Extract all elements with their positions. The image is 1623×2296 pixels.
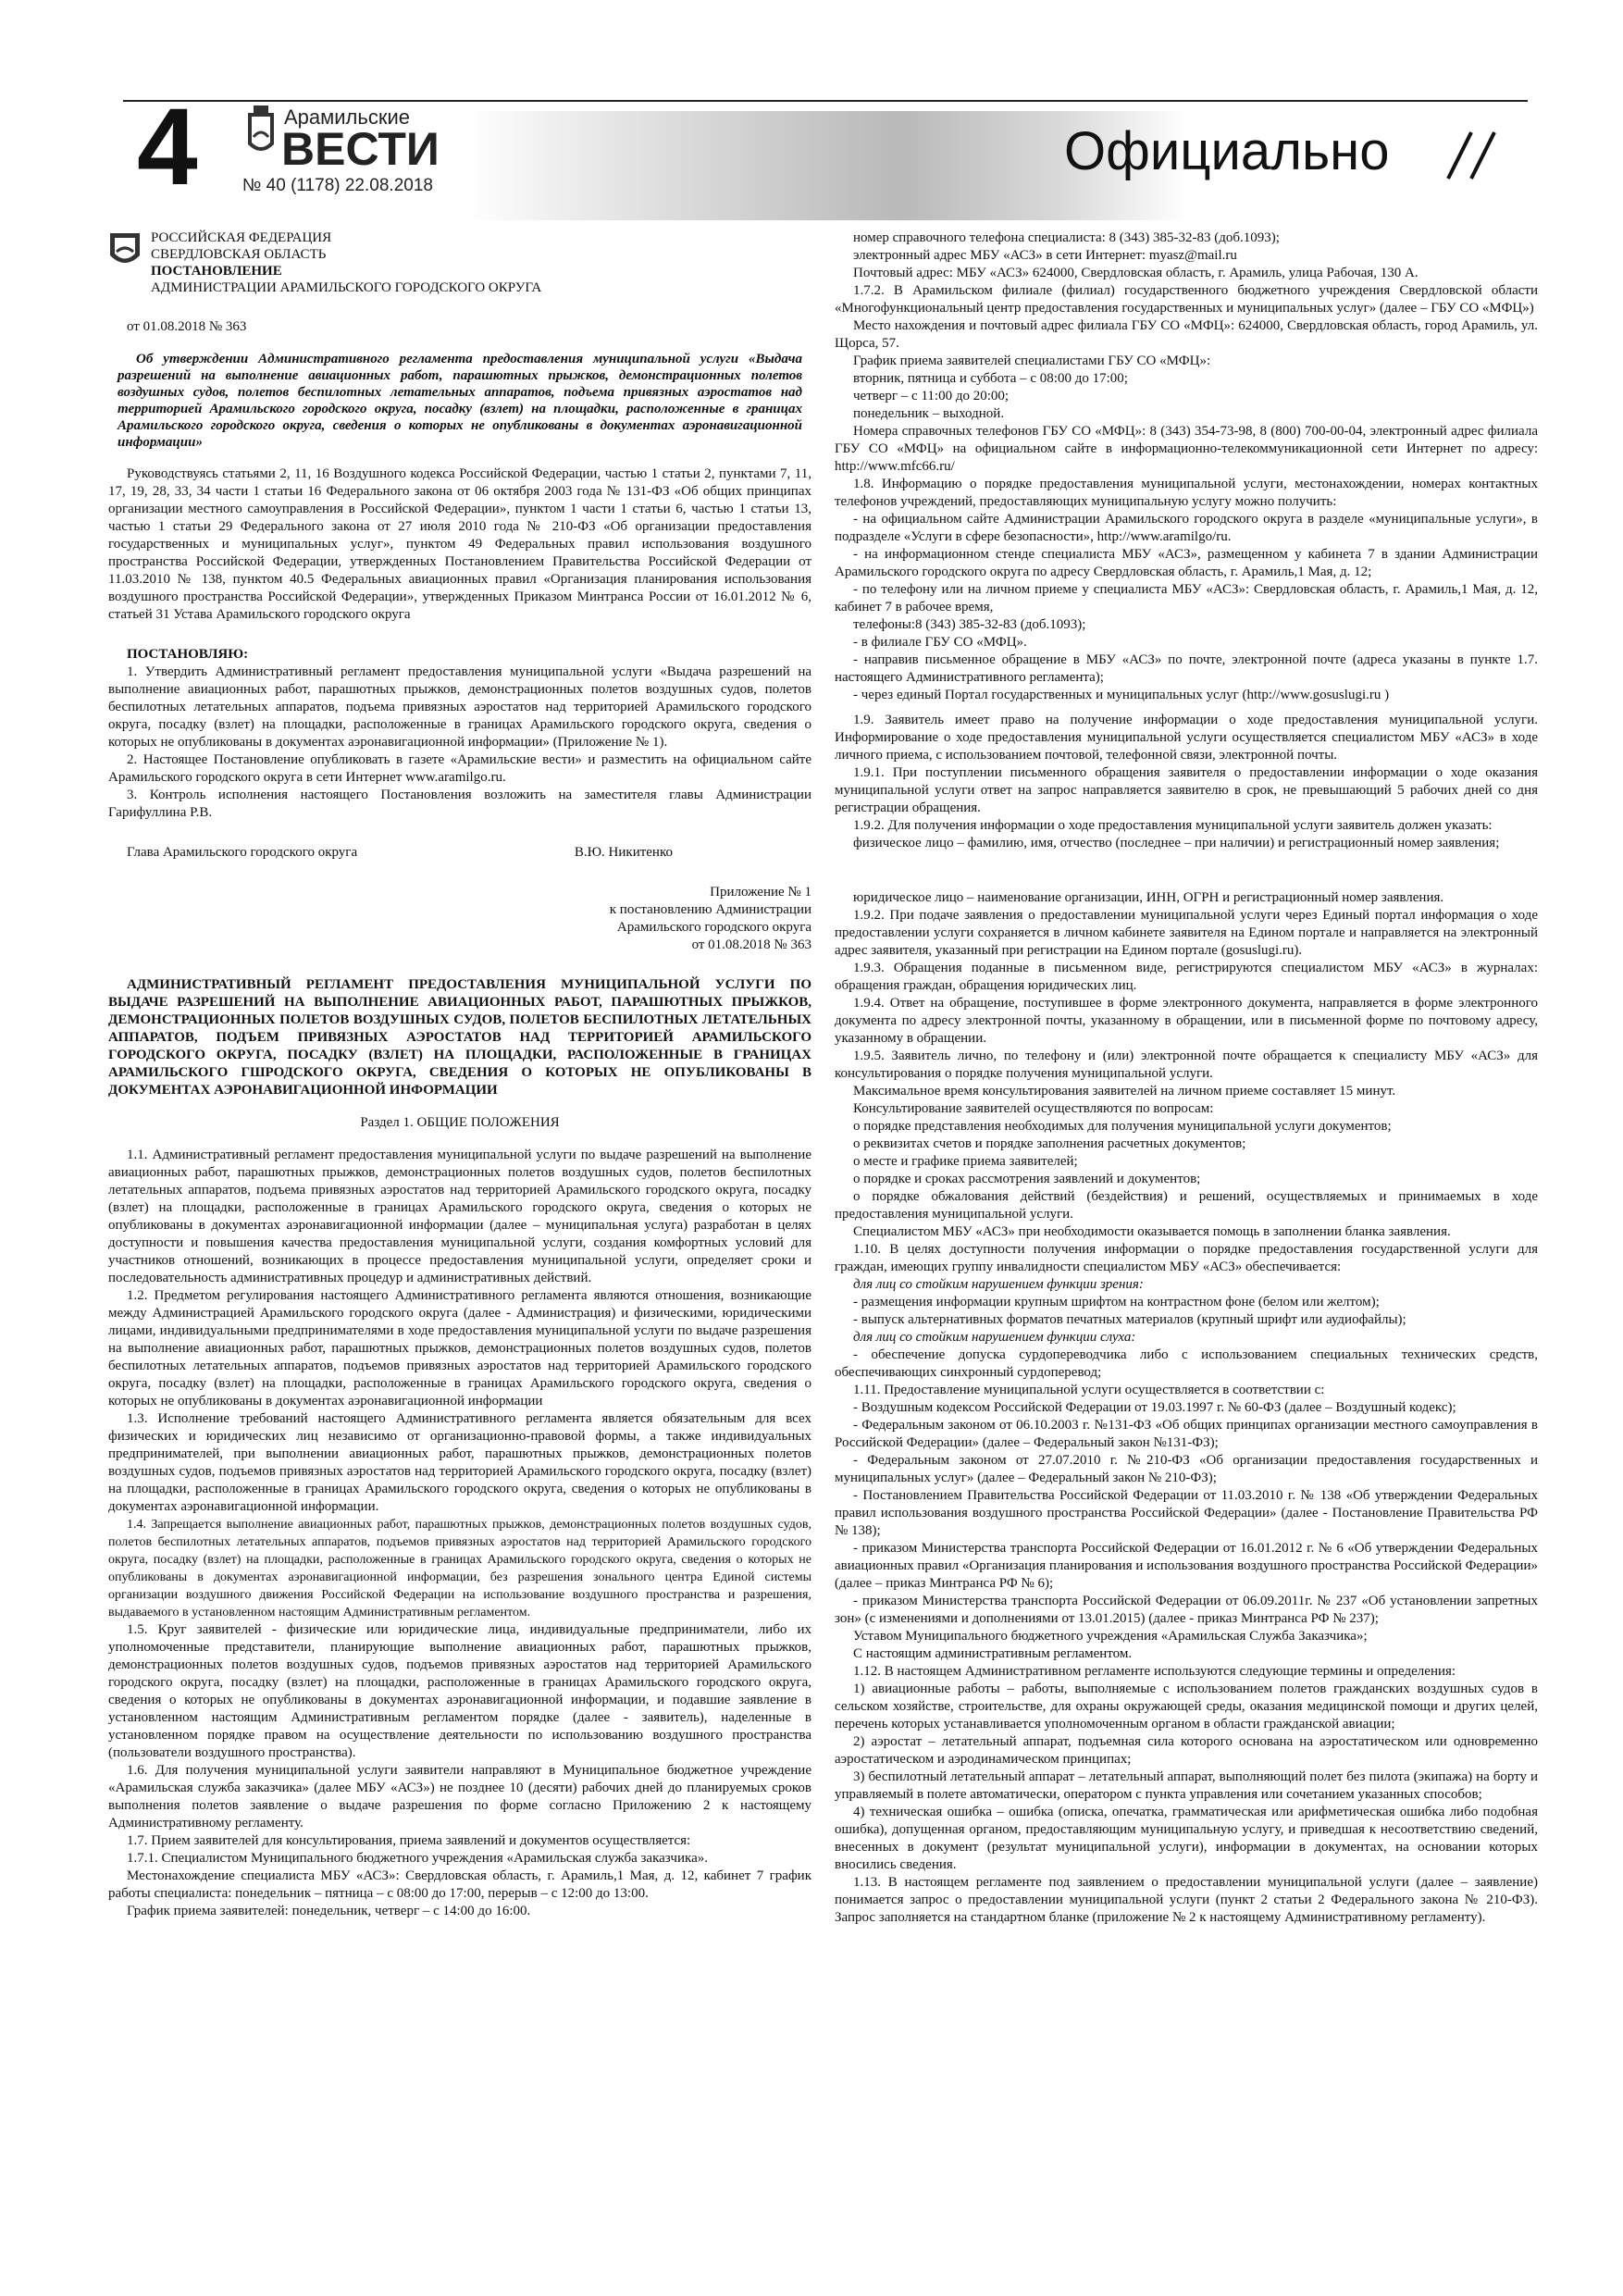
body-line: 1.9.3. Обращения поданные в письменном виде, регистрируются специалистом МБУ «АСЗ» в журналах: обращения граждан, обращения юридических лиц. <box>835 961 1538 993</box>
appendix-line: от 01.08.2018 № 363 <box>691 937 812 952</box>
body-line: 1.9. Заявитель имеет право на получение информации о ходе предоставления муниципальной услуги. Информирование о ходе предоставления муниципальной услуги осуществляется специалистом МБУ «АСЗ» в ходе личного приема, с использованием почтовой, телефонной связи, электронной почты. <box>835 713 1538 763</box>
body-line: 4) техническая ошибка – ошибка (описка, опечатка, грамматическая или арифметическая ошибка либо подобная ошибка), допущенная органом, предоставляющим муниципальную услугу, и приведшая к несоответствию сведений, внесенных в документ (результат муниципальной услуги), информации в документах, на основании которых вносились сведения. <box>835 1805 1538 1872</box>
body-line: Консультирование заявителей осуществляются по вопросам: <box>853 1101 1214 1116</box>
postanovlyayu-heading: ПОСТАНОВЛЯЮ: <box>127 647 249 662</box>
body-paragraph: Местонахождение специалиста МБУ «АСЗ»: Свердловская область, г. Арамиль,1 Мая, д. 12, кабинет 7 график работы специалиста: понедельник – пятница – с 08:00 до 17:00, перерыв – с 12:00 до 13:00. <box>108 1868 812 1901</box>
body-line: 1) авиационные работы – работы, выполняемые с использованием полетов гражданских воздушных судов в сельском хозяйстве, строительстве, для охраны окружающей среды, оказания медицинской помощи и других целей, перечень которых устанавливается уполномоченным органом в области гражданской авиации; <box>835 1682 1538 1731</box>
body-paragraph: 1.3. Исполнение требований настоящего Административного регламента является обязательным для всех физических и юридических лиц независимо от организационно-правовой формы, а также индивидуальных предпринимателей, при выполнении авиационных работ, парашютных прыжков, демонстрационных полетов воздушных судов, подъемов привязных аэростатов над территорией Арамильского городского округа, посадку (взлет) на площадки, расположенные в границах Арамильского городского округа, сведения о которых не опубликованы в документах аэронавигационной информации. <box>108 1411 812 1514</box>
coat-of-arms-icon <box>108 230 142 272</box>
resolution-item: 2. Настоящее Постановление опубликовать в газете «Арамильские вести» и разместить на официальном сайте Арамильского городского округа в сети Интернет www.aramilgo.ru. <box>108 752 812 785</box>
body-line: 1.7.2. В Арамильском филиале (филиал) государственного бюджетного учреждения Свердловской области «Многофункциональный центр предоставления государственных и муниципальных услуг» (далее – ГБУ СО «МФЦ») <box>835 283 1538 316</box>
body-line: - размещения информации крупным шрифтом на контрастном фоне (белом или желтом); <box>853 1295 1380 1309</box>
body-line: Номера справочных телефонов ГБУ СО «МФЦ»: 8 (343) 354-73-98, 8 (800) 700-00-04, электронный адрес филиала ГБУ СО «МФЦ» на официальном сайте в информационно-телекоммуникационной сети Интернет по адресу: http://www.mfc66.ru/ <box>835 424 1538 474</box>
body-line: 1.9.1. При поступлении письменного обращения заявителя о предоставлении информации о ходе оказания муниципальной услуги ответ на запрос направляется заявителю в срок, не превышающий 5 рабочих дней со дня регистрации обращения. <box>835 765 1538 815</box>
body-paragraph: 1.5. Круг заявителей - физические или юридические лица, индивидуальные предприниматели, либо их уполномоченные представители, планирующие выполнение авиационных работ, парашютных прыжков, демонстрационных полетов воздушных судов, подъемов привязных аэростатов над территорией Арамильского городского округа, посадку (взлет) на площадки, расположенные в границах Арамильского городского округа, сведения о которых не опубликованы в документах аэронавигационной информации, и подавшие заявление в установленном настоящим Административным регламентом порядке (далее - заявитель), наделенные в установленном порядке правом на осуществление деятельности по использованию воздушного пространства (пользователи воздушного пространства). <box>108 1622 812 1760</box>
body-line: - Федеральным законом от 27.07.2010 г. №210-ФЗ «Об организации предоставления государственных и муниципальных услуг» (далее – Федеральный закон № 210-ФЗ); <box>835 1453 1538 1485</box>
body-line: - на официальном сайте Администрации Арамильского городского округа в разделе «муниципальные услуги», в подразделе «Услуги в сфере безопасности», http://www.aramilgo/ru. <box>835 512 1538 544</box>
newspaper-logo <box>242 100 465 174</box>
body-line: физическое лицо – фамилию, имя, отчество (последнее – при наличии) и регистрационный номер заявления; <box>853 836 1500 850</box>
body-line: - Воздушным кодексом Российской Федерации от 19.03.1997 г. № 60-ФЗ (далее – Воздушный кодекс); <box>853 1400 1456 1415</box>
body-line: вторник, пятница и суббота – с 08:00 до 17:00; <box>853 371 1128 386</box>
double-slash-icon <box>1443 128 1518 183</box>
body-line: 1.8. Информацию о порядке предоставления муниципальной услуги, местонахождении, номерах контактных телефонов учреждений, предоставляющих муниципальную услугу можно получить: <box>835 477 1538 509</box>
appendix-line: к постановлению Администрации <box>609 902 812 917</box>
body-paragraph: 1.4. Запрещается выполнение авиационных работ, парашютных прыжков, демонстрационных полетов воздушных судов, полетов беспилотных летательных аппаратов, подъемов привязных аэростатов над территорией Арамильского городского округа, посадку (взлет) на площадки, расположенные в границах Арамильского городского округа, сведения о которых не опубликованы в документах аэронавигационной информации, без разрешения зонального центра Единой системы организации воздушного движения Российской Федерации на использование воздушного пространства и разрешения, выдаваемого в установленном настоящим Административным регламентом. <box>108 1518 812 1620</box>
issue-number: № 40 (1178) 22.08.2018 <box>242 176 433 195</box>
body-line: о порядке представления необходимых для получения муниципальной услуги документов; <box>853 1119 1392 1134</box>
body-line: телефоны:8 (343) 385-32-83 (доб.1093); <box>853 617 1086 632</box>
body-line: - в филиале ГБУ СО «МФЦ». <box>853 635 1027 650</box>
left-column <box>108 230 812 1920</box>
body-paragraph: 1.6. Для получения муниципальной услуги заявители направляют в Муниципальное бюджетное учреждение «Арамильская служба заказчика» (далее МБУ «АСЗ») не позднее 10 (десяти) рабочих дней до планируемых сроков выполнения полетов заявление о выдаче разрешения по форме согласно Приложению 2 к настоящему Административному регламенту. <box>108 1763 812 1831</box>
body-line: Почтовый адрес: МБУ «АСЗ» 624000, Свердловская область, г. Арамиль, улица Рабочая, 130 А. <box>853 266 1419 280</box>
body-line: - обеспечение допуска сурдопереводчика либо с использованием специальных технических средств, обеспечивающих синхронный сурдоперевод; <box>835 1347 1538 1380</box>
body-line: Уставом Муниципального бюджетного учреждения «Арамильская Служба Заказчика»; <box>853 1629 1368 1644</box>
body-line: о порядке и сроках рассмотрения заявлений и документов; <box>853 1172 1201 1186</box>
date-number: от 01.08.2018 № 363 <box>127 319 247 334</box>
body-line: о месте и графике приема заявителей; <box>853 1154 1078 1169</box>
resolution-item: 1. Утвердить Административный регламент предоставления муниципальной услуги «Выдача разрешений на выполнение авиационных работ, парашютных прыжков, демонстрационных полетов воздушных судов, полетов беспилотных летательных аппаратов, подъема привязных аэростатов над территорией Арамильского городского округа, посадку (взлет) на площадки, расположенные в границах Арамильского городского округа, сведения о которых не опубликованы в документах аэронавигационной информации» (Приложение № 1). <box>108 664 812 750</box>
appendix-line: Арамильского городского округа <box>616 920 812 935</box>
paper-name-big: ВЕСТИ <box>281 123 440 174</box>
section-heading: Раздел 1. ОБЩИЕ ПОЛОЖЕНИЯ <box>360 1115 560 1130</box>
body-line: 1.9.4. Ответ на обращение, поступившее в форме электронного документа, направляется в форме электронного документа по адресу электронной почты, указанному в обращении, или в письменной форме по почтовому адресу, указанному в обращении. <box>835 996 1538 1046</box>
ident-line: АДМИНИСТРАЦИИ АРАМИЛЬСКОГО ГОРОДСКОГО ОКРУГА <box>151 280 542 295</box>
body-line: 1.12. В настоящем Административном регламенте используются следующие термины и определения: <box>853 1664 1456 1679</box>
body-line: 2) аэростат – летательный аппарат, подъемная сила которого основана на аэростатическом или одновременно аэростатическом и аэродинамическом принципах; <box>835 1734 1538 1767</box>
body-line: четверг – с 11:00 до 20:00; <box>853 389 1010 403</box>
city-crest-icon <box>248 105 274 151</box>
body-line: о порядке обжалования действий (бездействия) и решений, осуществляемых и принимаемых в ходе предоставления муниципальной услуги. <box>835 1189 1538 1222</box>
body-line: Специалистом МБУ «АСЗ» при необходимости оказывается помощь в заполнении бланка заявления. <box>853 1224 1451 1239</box>
body-line: номер справочного телефона специалиста: 8 (343) 385-32-83 (доб.1093); <box>853 230 1280 245</box>
body-line: - Постановлением Правительства Российской Федерации от 11.03.2010 г. № 138 «Об утверждении Федеральных правил использования воздушного пространства Российской Федерации» (далее - Постановление Правительства РФ № 138); <box>835 1488 1538 1538</box>
right-column <box>835 230 1538 1927</box>
body-line: 1.9.2. При подаче заявления о предоставлении муниципальной услуги через Единый портал информация о ходе предоставлении услуги сохраняется в личном кабинете заявителя на Едином портале и направляется на электронный адрес заявителя, указанный при регистрации на Едином портале (gosuslugi.ru). <box>835 908 1538 958</box>
body-paragraph: График приема заявителей: понедельник, четверг – с 14:00 до 16:00. <box>127 1904 531 1918</box>
body-paragraph: 1.7.1. Специалистом Муниципального бюджетного учреждения «Арамильская служба заказчика». <box>127 1851 708 1866</box>
document-header <box>108 230 812 296</box>
body-line: - Федеральным законом от 06.10.2003 г. №131-ФЗ «Об общих принципах организации местного самоуправления в Российской Федерации» (далее – Федеральный закон №131-ФЗ); <box>835 1418 1538 1450</box>
ident-line: СВЕРДЛОВСКАЯ ОБЛАСТЬ <box>151 247 327 262</box>
body-line: - по телефону или на личном приеме у специалиста МБУ «АСЗ»: Свердловская область, г. Арамиль,1 Мая, д. 12, кабинет 7 в рабочее время, <box>835 582 1538 614</box>
body-line: 1.9.5. Заявитель лично, по телефону и (или) электронной почте обращается к специалисту МБУ «АСЗ» для консультирования о порядке получения муниципальной услуги. <box>835 1049 1538 1081</box>
body-line: 3) беспилотный летательный аппарат – летательный аппарат, выполняющий полет без пилота (экипажа) на борту и управляемый в полете автоматически, оператором с пункта управления или сочетанием указанных способов; <box>835 1769 1538 1802</box>
resolution-title: Об утверждении Административного регламента предоставления муниципальной услуги «Выдача разрешений на выполнение авиационных работ, парашютных прыжков, демонстрационных полетов воздушных судов, полетов беспилотных летательных аппаратов, подъема привязных аэростатов над территорией Арамильского городского округа, посадку (взлет) на площадки, расположенные в границах Арамильского городского округа, сведения о которых не опубликованы в документах аэронавигационной информации» <box>118 352 802 450</box>
body-line: для лиц со стойким нарушением функции слуха: <box>853 1330 1136 1345</box>
body-line: о реквизитах счетов и порядке заполнения расчетных документов; <box>853 1136 1246 1151</box>
body-line: Максимальное время консультирования заявителей на личном приеме составляет 15 минут. <box>853 1084 1396 1098</box>
body-paragraph: 1.2. Предметом регулирования настоящего Административного регламента являются отношения, возникающие между Администрацией Арамильского городского округа (далее - Администрация) и физическими, юридическими лицами, индивидуальными предпринимателями в ходе предоставления муниципальной услуги по выдаче разрешения на выполнение авиационных работ, парашютных прыжков, демонстрационных полетов воздушных судов, полетов беспилотных летательных аппаратов, подъемов привязных аэростатов над территорией Арамильского городского округа, посадку (взлет) на площадки, расположенные в границах Арамильского городского округа, сведения о которых не опубликованы в документах аэронавигационной информации <box>108 1288 812 1409</box>
body-paragraph: 1.7. Прием заявителей для консультирования, приема заявлений и документов осуществляется: <box>127 1833 691 1848</box>
body-line: - приказом Министерства транспорта Российской Федерации от 06.09.2011г. № 237 «Об установлении запретных зон» (с изменениями и дополнениями от 13.01.2015) (далее - приказ Минтранса РФ № 237); <box>835 1594 1538 1626</box>
ident-line: РОССИЙСКАЯ ФЕДЕРАЦИЯ <box>151 230 332 245</box>
regulation-title: АДМИНИСТРАТИВНЫЙ РЕГЛАМЕНТ ПРЕДОСТАВЛЕНИЯ МУНИЦИПАЛЬНОЙ УСЛУГИ ПО ВЫДАЧЕ РАЗРЕШЕНИЙ НА ВЫПОЛНЕНИЕ АВИАЦИОННЫХ РАБОТ, ПАРАШЮТНЫХ ПРЫЖКОВ, ДЕМОНСТРАЦИОННЫХ ПОЛЕТОВ ВОЗДУШНЫХ СУДОВ, ПОЛЕТОВ БЕСПИЛОТНЫХ ЛЕТАТЕЛЬНЫХ АППАРАТОВ, ПОДЪЕМ ПРИВЯЗНЫХ АЭРОСТАТОВ НАД ТЕРРИТОРИЕЙ АРАМИЛЬСКОГО ГОРОДСКОГО ОКРУГА, ПОСАДКУ (ВЗЛЕТ) НА ПЛОЩАДКИ, РАСПОЛОЖЕННЫЕ В ГРАНИЦАХ АРАМИЛЬСКОГО ГШРОДСКОГО ОКРУГА, СВЕДЕНИЯ О КОТОРЫХ НЕ ОПУБЛИКОВАНЫ В ДОКУМЕНТАХ АЭРОНАВИГАЦИОННОЙ ИНФОРМАЦИИ <box>108 977 812 1098</box>
resolution-item: 3. Контроль исполнения настоящего Постановления возложить на заместителя главы Администрации Гарифуллина Р.В. <box>108 788 812 820</box>
preamble: Руководствуясь статьями 2, 11, 16 Воздушного кодекса Российской Федерации, частью 1 статьи 2, пунктами 7, 11, 17, 19, 28, 33, 34 части 1 статьи 16 Федерального закона от 06 октября 2003 года № 131-ФЗ «Об общих принципах организации местного самоуправления в Российской Федерации», пунктом 1 части 1 статьи 6, частью 1 статьи 13, частью 1 статьи 29 Федерального закона от 27 июля 2010 года № 210-ФЗ «Об организации предоставления государственных и муниципальных услуг», пунктом 49 Федеральных правил использования воздушного пространства Российской Федерации, утвержденных Постановлением Правительства Российской Федерации от 11.03.2010 № 138, пунктом 40.5 Федеральных авиационных правил «Организация планирования использования воздушного пространства Российской Федерации», утвержденных Приказом Минтранса России от 16.01.2012 № 6, статьей 31 Устава Арамильского городского округа <box>108 466 812 622</box>
body-line: понедельник – выходной. <box>853 406 1005 421</box>
body-line: 1.11. Предоставление муниципальной услуги осуществляется в соответствии с: <box>853 1383 1325 1397</box>
body-line: - направив письменное обращение в МБУ «АСЗ» по почте, электронной почте (адреса указаны в пункте 1.7. настоящего Административного регламента); <box>835 652 1538 685</box>
body-line: - через единый Портал государственных и муниципальных услуг (http://www.gosuslugi.ru ) <box>853 688 1390 702</box>
section-title: Официально <box>1064 121 1390 181</box>
body-line: С настоящим административным регламентом. <box>853 1646 1133 1661</box>
ident-line: ПОСТАНОВЛЕНИЕ <box>151 264 282 279</box>
body-line: электронный адрес МБУ «АСЗ» в сети Интернет: myasz@mail.ru <box>853 248 1237 263</box>
body-line: - приказом Министерства транспорта Российской Федерации от 16.01.2012 г. № 6 «Об утверждении Федеральных авиационных правил «Организация планирования и использования воздушного пространства Российской Федерации» (далее – приказ Минтранса РФ № 6); <box>835 1541 1538 1591</box>
body-line: 1.9.2. Для получения информации о ходе предоставления муниципальной услуги заявитель должен указать: <box>853 818 1493 833</box>
body-paragraph: 1.1. Административный регламент предоставления муниципальной услуги по выдаче разрешений на выполнение авиационных работ, парашютных прыжков, демонстрационных полетов воздушных судов, полетов беспилотных летательных аппаратов, подъема привязных аэростатов над территорией Арамильского городского округа, посадку (взлет) на площадки, расположенные в границах Арамильского городского округа, сведения о которых не опубликованы в документах аэронавигационной информации (далее – муниципальная услуга) разработан в целях доступности и повышения качества предоставления муниципальной услуги, создания комфортных условий для участников отношений, возникающих в процессе предоставления муниципальной услуги, определяет сроки и последовательность административных процедур и административных действий. <box>108 1148 812 1285</box>
body-line: 1.13. В настоящем регламенте под заявлением о предоставлении муниципальной услуги (далее – заявление) понимается запрос о предоставлении муниципальной услуги (пункт 2 статьи 2 Федерального закона № 210-ФЗ). Запрос заполняется на стандартном бланке (приложение № 2 к настоящему Административному регламенту). <box>835 1875 1538 1925</box>
body-line: юридическое лицо – наименование организации, ИНН, ОГРН и регистрационный номер заявления. <box>853 890 1444 905</box>
paper-name-small: Арамильские <box>284 105 411 129</box>
body-line: - на информационном стенде специалиста МБУ «АСЗ», размещенном у кабинета 7 в здании Администрации Арамильского городского округа по адресу Свердловская область, г. Арамиль,1 Мая, д. 12; <box>835 547 1538 579</box>
body-line: - выпуск альтернативных форматов печатных материалов (крупный шрифт или аудиофайлы); <box>853 1312 1406 1327</box>
signature-row <box>108 844 812 862</box>
body-line: График приема заявителей специалистами ГБУ СО «МФЦ»: <box>853 354 1211 368</box>
signature-role: Глава Арамильского городского округа <box>127 845 358 860</box>
body-line: 1.10. В целях доступности получения информации о порядке предоставления государственной услуги для граждан, имеющих группу инвалидности специалистом МБУ «АСЗ» обеспечивается: <box>835 1242 1538 1274</box>
appendix-line: Приложение № 1 <box>710 885 812 900</box>
page-number: 4 <box>137 86 198 208</box>
body-line: Место нахождения и почтовый адрес филиала ГБУ СО «МФЦ»: 624000, Свердловская область, город Арамиль, ул. Щорса, 57. <box>835 318 1538 351</box>
body-line: для лиц со стойким нарушением функции зрения: <box>853 1277 1144 1292</box>
signature-name: В.Ю. Никитенко <box>574 845 673 860</box>
